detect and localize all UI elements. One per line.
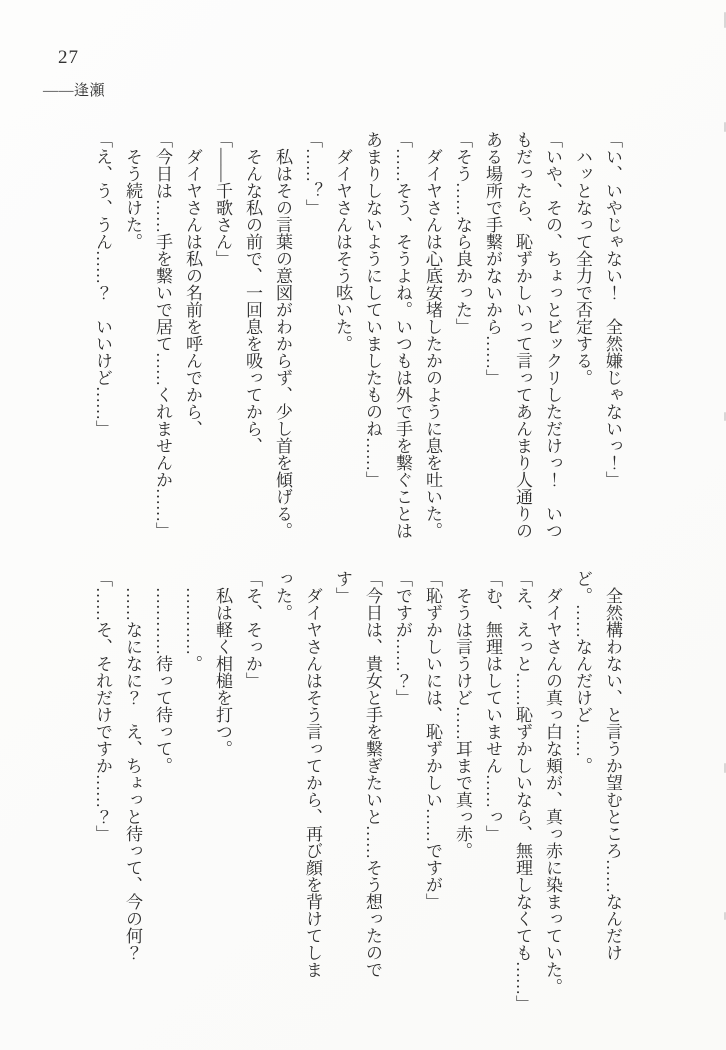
text-line: 「い、いやじゃない！ 全然嫌じゃないっ！」	[603, 131, 622, 488]
text-line: ダイヤさんは心底安堵したかのように息を吐いた。	[423, 131, 442, 539]
text-line: あまりしないようにしていましたものね……」	[363, 131, 382, 488]
text-line: 「え、う、うん……？ いいけど……」	[93, 131, 112, 437]
text-line: そうは言うけど……耳まで真っ赤。	[453, 570, 472, 859]
text-line: 「む、無理はしていません……っ」	[483, 570, 502, 842]
text-line: 「ですが……？」	[393, 570, 412, 706]
chapter-header: ――逢瀬	[43, 83, 106, 99]
text-line: ……なになに？ え、ちょっと待って、今の何？	[123, 570, 142, 961]
text-line: 「そう……なら良かった」	[453, 131, 472, 335]
text-block-top	[87, 131, 627, 543]
text-line: った。	[273, 570, 292, 621]
text-line: 「今日は、貴女と手を繋ぎたいと……そう想ったので	[363, 570, 382, 978]
text-line: 「恥ずかしいには、恥ずかしい……ですが」	[423, 570, 442, 910]
text-line: 私は軽く相槌を打つ。	[213, 570, 232, 757]
text-line: ダイヤさんの真っ白な頬が、真っ赤に染まっていた。	[543, 570, 562, 995]
text-line: ハッとなって全力で否定する。	[573, 131, 592, 386]
text-line: ある場所で手繋がないから……」	[483, 131, 502, 386]
text-line: す」	[333, 570, 352, 604]
text-line: ど。……なんだけど……。	[573, 570, 592, 774]
text-line: …………待って待って。	[153, 570, 172, 774]
text-line: そう続けた。	[123, 131, 142, 250]
text-line: 「そ、そっか」	[243, 570, 262, 689]
text-line: 「え、えっと……恥ずかしいなら、無理しなくても……」	[513, 570, 532, 1012]
text-line: 「今日は……手を繋いで居て……くれませんか……」	[153, 131, 172, 539]
text-line: ダイヤさんはそう呟いた。	[333, 131, 352, 352]
text-line: 私はその言葉の意図がわからず、少し首を傾げる。	[273, 131, 292, 539]
text-line: そんな私の前で、一回息を吸ってから、	[243, 131, 262, 454]
text-line: 「……そ、それだけですか……？」	[93, 570, 112, 842]
text-line: 「いや、その、ちょっとビックリしただけっ！ いつ	[543, 131, 562, 539]
text-line: 「……そう、そうよね。いつもは外で手を繋ぐことは	[393, 131, 412, 539]
text-line: もだったら、恥ずかしいって言ってあんまり人通りの	[513, 131, 532, 539]
text-line: 全然構わない、と言うか望むところ……なんだけ	[603, 570, 622, 961]
text-line: ダイヤさんは私の名前を呼んでから、	[183, 131, 202, 437]
page-number: 27	[58, 47, 79, 68]
text-line: ダイヤさんはそう言ってから、再び顔を背けてしま	[303, 570, 322, 978]
text-block-bottom	[87, 570, 627, 1012]
text-line: 「――千歌さん」	[213, 131, 232, 267]
text-line: 「……？」	[303, 131, 322, 216]
text-line: …………。	[183, 570, 202, 672]
